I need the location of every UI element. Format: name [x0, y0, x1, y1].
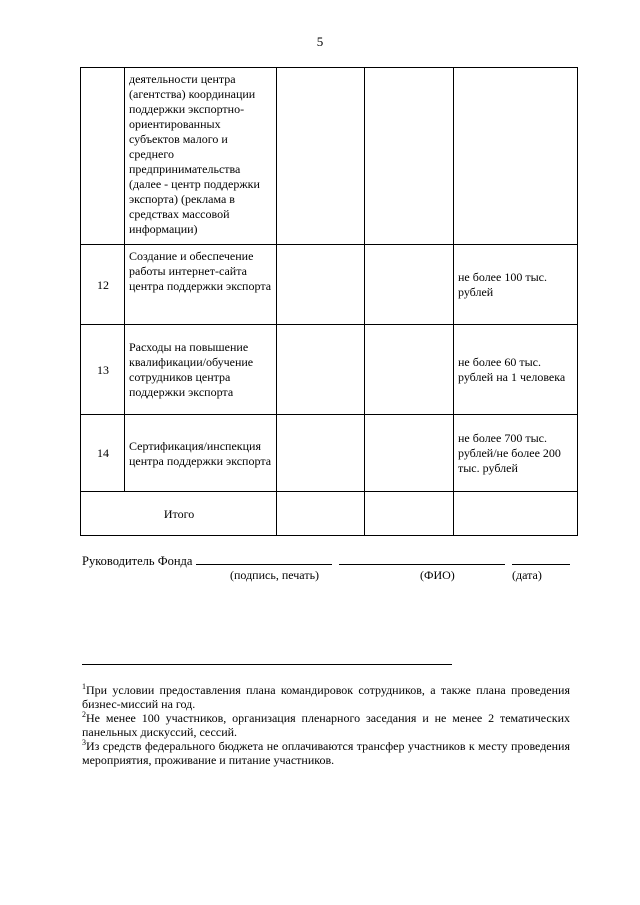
expense-table [80, 67, 578, 536]
signature-blank [196, 552, 332, 565]
row-number: 12 [81, 245, 125, 325]
row-cell [365, 68, 454, 245]
signature-line [82, 552, 570, 569]
table-row [81, 325, 578, 415]
row-cell [277, 415, 365, 492]
row-limit: не более 60 тыс. рублей на 1 человека [454, 325, 578, 415]
signature-label: Руководитель Фонда [82, 554, 193, 568]
name-caption: (ФИО) [420, 568, 455, 582]
row-description: Создание и обеспечение работы интернет-сайта центра поддержки экспорта [125, 245, 277, 325]
footnote-mark: 3 [82, 738, 86, 747]
footnote-mark: 2 [82, 710, 86, 719]
total-cell [277, 492, 365, 536]
row-description: деятельности центра (агентства) координации поддержки экспортно-ориентированных субъектов малого и среднего предпринимательства (далее - центр поддержки экспорта) (реклама в средствах массовой информации) [125, 68, 277, 245]
row-number: 13 [81, 325, 125, 415]
footnote-text: При условии предоставления плана командировок сотрудников, а также плана проведения бизнес-миссий на год. [82, 683, 570, 711]
date-blank [512, 552, 570, 565]
row-cell [365, 325, 454, 415]
footnote [82, 711, 570, 739]
footnote [82, 739, 570, 767]
row-cell [277, 325, 365, 415]
row-limit: не более 100 тыс. рублей [454, 245, 578, 325]
row-description: Расходы на повышение квалификации/обучение сотрудников центра поддержки экспорта [125, 325, 277, 415]
row-number [81, 68, 125, 245]
total-row [81, 492, 578, 536]
total-cell [454, 492, 578, 536]
table-row [81, 245, 578, 325]
footnotes [82, 683, 570, 767]
row-limit [454, 68, 578, 245]
total-cell [365, 492, 454, 536]
page-number: 5 [316, 34, 324, 49]
row-limit: не более 700 тыс. рублей/не более 200 тыс. рублей [454, 415, 578, 492]
row-cell [365, 245, 454, 325]
footnote [82, 683, 570, 711]
table-row [81, 68, 578, 245]
row-number: 14 [81, 415, 125, 492]
footnote-divider [82, 664, 452, 665]
footnote-text: Не менее 100 участников, организация пленарного заседания и не менее 2 тематических панельных дискуссий, сессий. [82, 711, 570, 739]
row-cell [277, 68, 365, 245]
date-caption: (дата) [512, 568, 542, 582]
total-label: Итого [81, 492, 277, 536]
row-description: Сертификация/инспекция центра поддержки экспорта [125, 415, 277, 492]
row-cell [365, 415, 454, 492]
row-cell [277, 245, 365, 325]
signature-caption: (подпись, печать) [230, 568, 320, 582]
footnote-text: Из средств федерального бюджета не оплачиваются трансфер участников к месту проведения мероприятия, проживание и питание участников. [82, 739, 570, 767]
name-blank [339, 552, 505, 565]
footnote-mark: 1 [82, 682, 86, 691]
table-row [81, 415, 578, 492]
